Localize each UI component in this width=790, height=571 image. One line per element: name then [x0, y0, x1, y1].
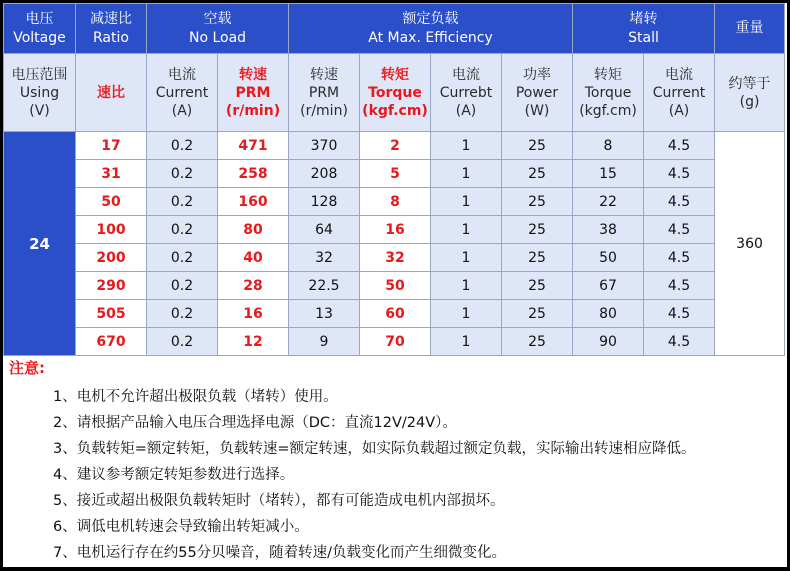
cell-rated-current: 1 [431, 132, 502, 160]
cell-rated-torque: 8 [360, 188, 431, 216]
cell-rated-torque: 60 [360, 300, 431, 328]
table-row [4, 160, 785, 188]
cell-noload-current: 0.2 [147, 188, 218, 216]
note-item: 3、负载转矩=额定转矩，负载转速=额定转速，如实际负载超过额定负载，实际输出转速相应降低。 [53, 441, 696, 457]
subheader-rated-torque: 转矩 Torque (kgf.cm) [360, 54, 431, 132]
cell-rated-power: 25 [502, 188, 573, 216]
header-weight: 重量 [715, 4, 785, 54]
cell-stall-current: 4.5 [644, 244, 715, 272]
cell-stall-current: 4.5 [644, 328, 715, 356]
cell-stall-torque: 50 [573, 244, 644, 272]
cell-rated-torque: 2 [360, 132, 431, 160]
cell-rated-torque: 5 [360, 160, 431, 188]
cell-noload-current: 0.2 [147, 244, 218, 272]
cell-noload-speed: 28 [218, 272, 289, 300]
cell-rated-power: 25 [502, 216, 573, 244]
cell-stall-torque: 8 [573, 132, 644, 160]
note-item: 2、请根据产品输入电压合理选择电源（DC：直流12V/24V）。 [53, 415, 457, 431]
cell-rated-torque: 32 [360, 244, 431, 272]
cell-stall-current: 4.5 [644, 132, 715, 160]
cell-noload-current: 0.2 [147, 300, 218, 328]
subheader-stall-torque: 转矩 Torque (kgf.cm) [573, 54, 644, 132]
subheader-ratio: 速比 [76, 54, 147, 132]
header-row-main [4, 4, 785, 54]
cell-rated-speed: 22.5 [289, 272, 360, 300]
cell-rated-current: 1 [431, 328, 502, 356]
table-row [4, 132, 785, 160]
subheader-voltage-range: 电压范围 Using (V) [4, 54, 76, 132]
cell-rated-power: 25 [502, 272, 573, 300]
weight-value: 360 [715, 132, 785, 356]
header-no-load: 空载 No Load [147, 4, 289, 54]
cell-rated-speed: 370 [289, 132, 360, 160]
cell-rated-speed: 208 [289, 160, 360, 188]
cell-rated-current: 1 [431, 244, 502, 272]
cell-ratio: 100 [76, 216, 147, 244]
header-ratio: 减速比 Ratio [76, 4, 147, 54]
header-row-sub [4, 54, 785, 132]
cell-rated-speed: 32 [289, 244, 360, 272]
cell-stall-current: 4.5 [644, 300, 715, 328]
cell-rated-current: 1 [431, 300, 502, 328]
cell-stall-torque: 90 [573, 328, 644, 356]
header-voltage: 电压 Voltage [4, 4, 76, 54]
cell-noload-speed: 12 [218, 328, 289, 356]
cell-rated-speed: 64 [289, 216, 360, 244]
note-item: 1、电机不允许超出极限负载（堵转）使用。 [53, 389, 338, 405]
motor-spec-table [3, 3, 785, 356]
cell-rated-torque: 50 [360, 272, 431, 300]
cell-stall-current: 4.5 [644, 272, 715, 300]
header-rated-load: 额定负载 At Max. Efficiency [289, 4, 573, 54]
header-stall: 堵转 Stall [573, 4, 715, 54]
cell-rated-power: 25 [502, 244, 573, 272]
cell-ratio: 31 [76, 160, 147, 188]
subheader-rated-power: 功率 Power (W) [502, 54, 573, 132]
cell-stall-current: 4.5 [644, 188, 715, 216]
cell-noload-current: 0.2 [147, 132, 218, 160]
cell-noload-speed: 160 [218, 188, 289, 216]
cell-ratio: 670 [76, 328, 147, 356]
cell-noload-speed: 80 [218, 216, 289, 244]
note-item: 4、建议参考额定转矩参数进行选择。 [53, 467, 295, 483]
subheader-noload-speed: 转速 PRM (r/min) [218, 54, 289, 132]
table-row [4, 216, 785, 244]
cell-stall-torque: 15 [573, 160, 644, 188]
cell-noload-current: 0.2 [147, 328, 218, 356]
cell-rated-power: 25 [502, 300, 573, 328]
table-row [4, 328, 785, 356]
spec-sheet [3, 3, 787, 567]
table-row [4, 244, 785, 272]
note-item: 6、调低电机转速会导致输出转矩减小。 [53, 519, 309, 535]
cell-rated-speed: 13 [289, 300, 360, 328]
cell-rated-torque: 16 [360, 216, 431, 244]
cell-noload-current: 0.2 [147, 160, 218, 188]
cell-rated-speed: 128 [289, 188, 360, 216]
cell-rated-power: 25 [502, 160, 573, 188]
cell-ratio: 505 [76, 300, 147, 328]
table-row [4, 300, 785, 328]
cell-ratio: 200 [76, 244, 147, 272]
cell-noload-speed: 258 [218, 160, 289, 188]
cell-ratio: 50 [76, 188, 147, 216]
subheader-weight-unit: 约等于 (g) [715, 54, 785, 132]
note-item: 7、电机运行存在约55分贝噪音，随着转速/负载变化而产生细微变化。 [53, 545, 507, 561]
subheader-noload-current: 电流 Current (A) [147, 54, 218, 132]
cell-rated-torque: 70 [360, 328, 431, 356]
cell-stall-torque: 22 [573, 188, 644, 216]
voltage-value: 24 [4, 132, 76, 356]
cell-ratio: 17 [76, 132, 147, 160]
cell-ratio: 290 [76, 272, 147, 300]
notes-title: 注意: [9, 359, 45, 377]
cell-stall-torque: 67 [573, 272, 644, 300]
note-item: 5、接近或超出极限负载转矩时（堵转），都有可能造成电机内部损坏。 [53, 493, 505, 509]
cell-rated-current: 1 [431, 160, 502, 188]
cell-noload-current: 0.2 [147, 272, 218, 300]
subheader-rated-speed: 转速 PRM (r/min) [289, 54, 360, 132]
table-row [4, 188, 785, 216]
subheader-stall-current: 电流 Current (A) [644, 54, 715, 132]
cell-stall-torque: 80 [573, 300, 644, 328]
cell-stall-current: 4.5 [644, 160, 715, 188]
cell-noload-speed: 40 [218, 244, 289, 272]
cell-stall-current: 4.5 [644, 216, 715, 244]
cell-noload-speed: 471 [218, 132, 289, 160]
cell-rated-power: 25 [502, 132, 573, 160]
cell-rated-current: 1 [431, 188, 502, 216]
cell-stall-torque: 38 [573, 216, 644, 244]
cell-noload-current: 0.2 [147, 216, 218, 244]
cell-rated-current: 1 [431, 216, 502, 244]
cell-noload-speed: 16 [218, 300, 289, 328]
cell-rated-speed: 9 [289, 328, 360, 356]
cell-rated-current: 1 [431, 272, 502, 300]
table-row [4, 272, 785, 300]
subheader-rated-current: 电流 Currebt (A) [431, 54, 502, 132]
cell-rated-power: 25 [502, 328, 573, 356]
